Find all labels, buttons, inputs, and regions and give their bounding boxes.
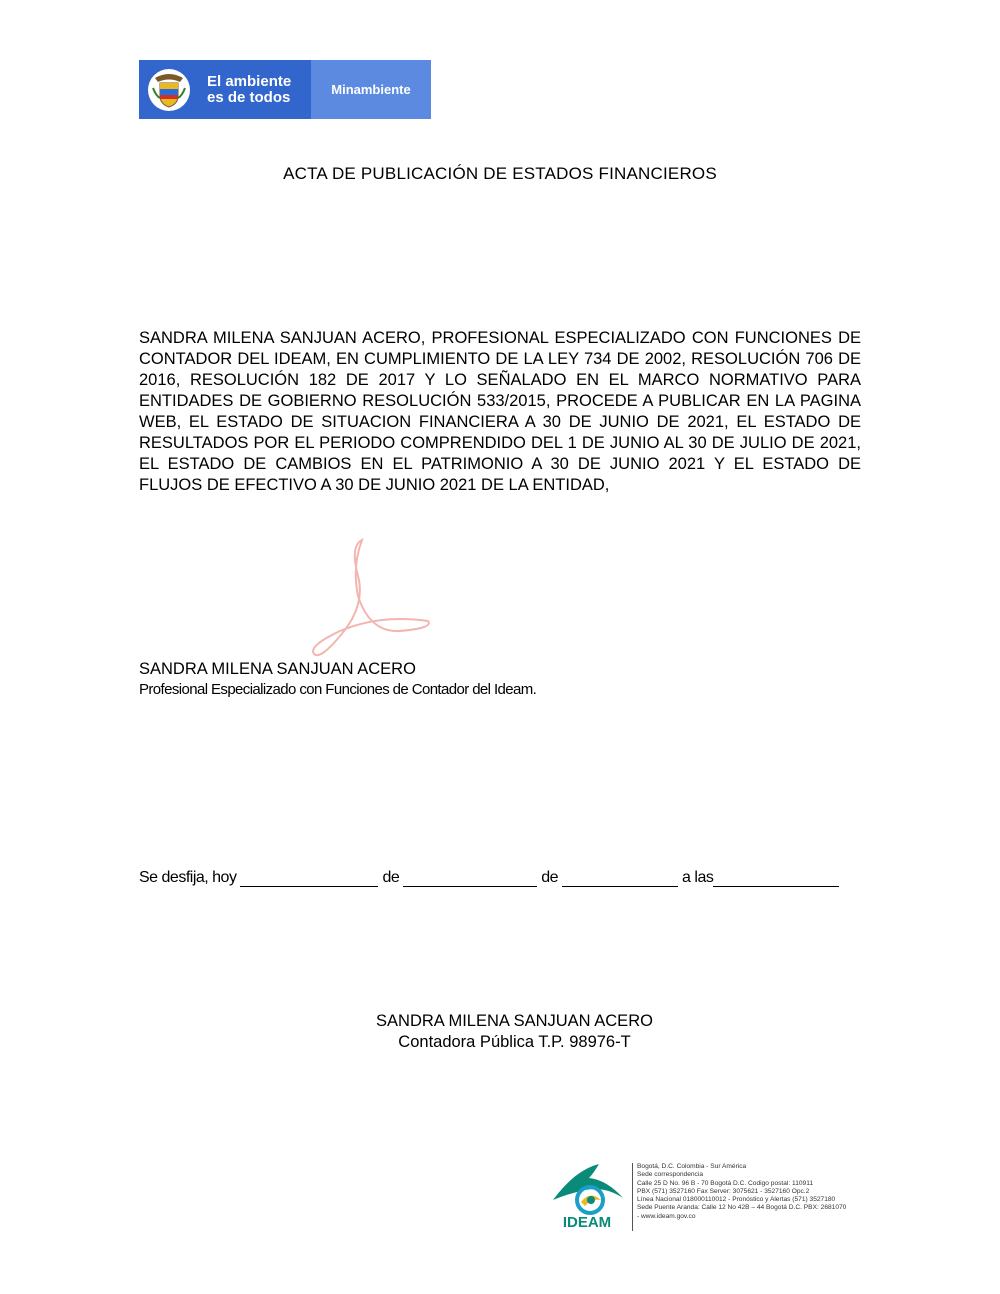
coat-of-arms-icon — [147, 68, 191, 112]
document-title: ACTA DE PUBLICACIÓN DE ESTADOS FINANCIEROS — [283, 164, 717, 183]
signer-name: SANDRA MILENA SANJUAN ACERO — [139, 660, 416, 678]
address-line: Bogotá, D.C. Colombia - Sur América — [637, 1163, 747, 1170]
signature-watermark-icon — [300, 536, 435, 661]
time-blank — [713, 868, 839, 887]
footer-signer-role: Contadora Pública T.P. 98976-T — [398, 1033, 631, 1051]
day-blank — [240, 868, 378, 887]
footer-signer-name: SANDRA MILENA SANJUAN ACERO — [376, 1012, 653, 1030]
signer-role: Profesional Especializado con Funciones de Contador del Ideam. — [139, 681, 537, 698]
address-line: Sede Puente Aranda: Calle 12 No 42B – 44 Bogotá D.C. PBX: 2681070 — [637, 1204, 847, 1212]
desfija-de-2: de — [541, 869, 559, 886]
logo-slogan — [207, 74, 291, 106]
address-line: Calle 25 D No. 96 B - 70 Bogotá D.C. Codigo postal: 110911 — [637, 1179, 814, 1187]
ideam-logo-text: IDEAM — [562, 1214, 612, 1231]
footer-divider — [632, 1163, 633, 1231]
month-blank — [403, 868, 537, 887]
address-line: - www.ideam.gov.co — [637, 1212, 696, 1220]
desfija-line — [139, 868, 839, 887]
address-line: Línea Nacional 018000110012 - Pronóstico y Alertas (571) 3527180 — [637, 1196, 836, 1204]
logo-primary-block — [139, 60, 311, 119]
address-line: PBX (571) 3527160 Fax Server: 3075621 - 3527160 Opc.2 — [637, 1187, 810, 1195]
desfija-a-las: a las — [682, 869, 714, 886]
slogan-line-1: El ambiente — [207, 72, 292, 90]
desfija-de-1: de — [382, 869, 400, 886]
year-blank — [562, 868, 678, 887]
body-paragraph: SANDRA MILENA SANJUAN ACERO, PROFESIONAL ESPECIALIZADO CON FUNCIONES DE CONTADOR DEL IDEAM, EN CUMPLIMIENTO DE LA LEY 734 DE 2002, RESOLUCIÓN 706 DE 2016, RESOLUCIÓN 182 DE 2017 Y LO SEÑALADO EN EL MARCO NORMATIVO PARA ENTIDADES DE GOBIERNO RESOLUCIÓN 533/2015, PROCEDE A PUBLICAR EN LA PAGINA WEB, EL ESTADO DE SITUACION FINANCIERA A 30 DE JUNIO DE 2021, EL ESTADO DE RESULTADOS POR EL PERIODO COMPRENDIDO DEL 1 DE JUNIO AL 30 DE JULIO DE 2021, EL ESTADO DE CAMBIOS EN EL PATRIMONIO A 30 DE JUNIO 2021 Y EL ESTADO DE FLUJOS DE EFECTIVO A 30 DE JUNIO 2021 DE LA ENTIDAD, — [139, 329, 861, 494]
ministry-logo — [139, 60, 431, 119]
address-line: Sede correspondencia — [637, 1171, 703, 1179]
desfija-prefix: Se desfija, hoy — [139, 869, 237, 886]
ideam-address — [637, 1163, 877, 1221]
ministry-name: Minambiente — [311, 60, 431, 119]
slogan-line-2: es de todos — [207, 88, 291, 106]
